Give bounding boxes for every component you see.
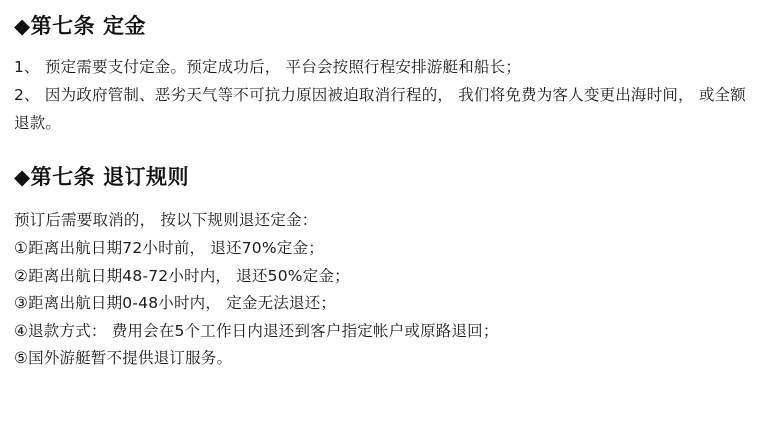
heading-spacer [95,12,103,40]
section-deposit-heading [14,12,756,40]
section-cancellation-body [14,207,756,372]
section-cancellation-heading-title: 退订规则 [102,165,189,190]
section-cancellation-heading [14,163,756,191]
section-deposit-heading-prefix: ◆第七条 [14,14,96,38]
list-item: ③距离出航日期0-48小时内， 定金无法退还； [14,294,337,313]
list-item: ⑤国外游艇暂不提供退订服务。 [14,349,233,368]
section-deposit-heading-title: 定金 [102,14,146,38]
cancellation-rules-list [14,235,756,373]
list-item: ①距离出航日期72小时前， 退还70%定金； [14,239,324,257]
section-cancellation [14,163,756,373]
cancellation-intro: 预订后需要取消的， 按以下规则退还定金： [14,211,318,230]
section-deposit-body [14,54,756,137]
list-item: ④退款方式： 费用会在5个工作日内退还到客户指定帐户或原路退回； [14,321,499,340]
section-cancellation-heading-prefix: ◆第七条 [14,165,96,190]
deposit-item-1: 1、 预定需要支付定金。预定成功后， 平台会按照行程安排游艇和船长； [14,58,522,77]
list-item: ②距离出航日期48-72小时内， 退还50%定金； [14,266,350,285]
section-deposit [14,12,756,137]
heading-spacer [95,163,103,191]
deposit-item-2: 2、 因为政府管制、恶劣天气等不可抗力原因被迫取消行程的， 我们将免费为客人变更出海时间， 或全额退款。 [14,85,746,132]
